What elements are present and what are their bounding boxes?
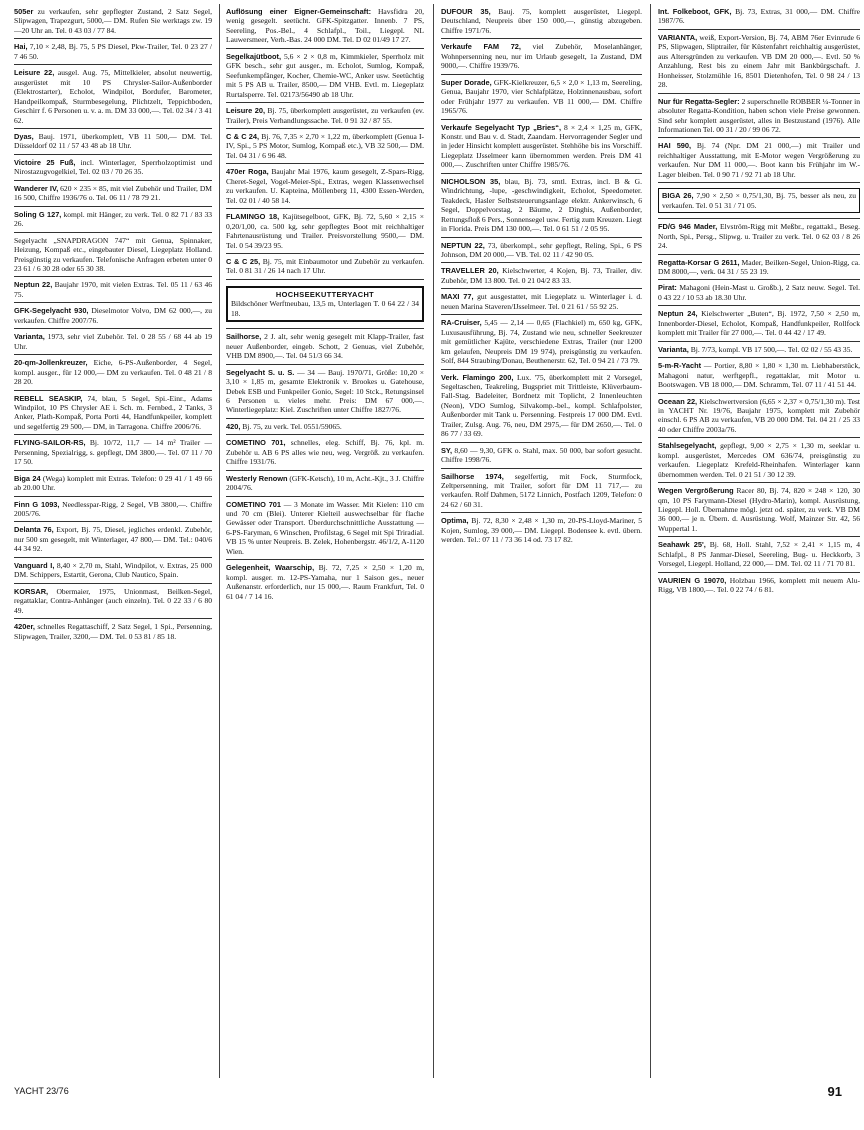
ad-text: incl. Winterlager, Sperrholzoptimist und Nirostazugvogelkiel, Tel. 02 03 / 70 26 35. xyxy=(14,157,212,177)
ad-text: 8,60 — 9,30, GFK o. Stahl, max. 50 000, bar sofort gesucht. Chiffre 1998/76. xyxy=(441,445,642,465)
classified-ad xyxy=(226,103,424,129)
classified-ad xyxy=(14,471,212,497)
ad-headline: Oceaan 22, xyxy=(658,396,698,406)
magazine-issue: YACHT 23/76 xyxy=(14,1086,69,1096)
ad-headline: Biga 24 xyxy=(14,473,41,483)
classified-ad xyxy=(658,573,860,598)
ad-headline: Int. Folkeboot, GFK, xyxy=(658,7,732,16)
classified-ad xyxy=(226,4,424,49)
classified-ad xyxy=(226,365,424,419)
ad-text: blau, Bj. 73, smtl. Extras, incl. B & G. Windrichtung, -lupe, -geschwindigkeit, Echolot, Speedometer. Teakdeck, Hasler Selbststeuerungsanlage elektr. Ankerwinsch, 6 Segel, Doppelvorstag, 2 Bäume, 2 Dinghis, Außenborder, Rettungsfloß 6 Pers., Sonnensegel usw. Fertig zum Kreuzen. Liegt in Florida. Preis DM 130 000,—. Tel. 0 61 51 / 2 05 95. xyxy=(441,176,642,234)
ad-headline: Varianta, xyxy=(658,344,689,354)
ad-text: Mader, Beilken-Segel, Union-Rigg, ca. DM 8000,—, verk. 04 31 / 55 23 19. xyxy=(658,257,860,276)
classified-ad xyxy=(14,233,212,278)
classified-ad xyxy=(226,129,424,164)
ad-text: schnelles, eleg. Schiff, Bj. 76, kpl. m. Zubehör u. AB 6 PS alles wie neu, weg. Vergröß. zu verkaufen. Chiffre 1931/76. xyxy=(226,438,424,467)
ad-headline: Regatta-Korsar G 2611, xyxy=(658,257,740,267)
ad-headline: Leisure 22, xyxy=(14,68,55,78)
classified-ad xyxy=(441,4,642,39)
ad-headline: 20-qm-Jollenkreuzer, xyxy=(14,358,88,368)
ad-headline: Verkaufe FAM 72, xyxy=(441,42,521,52)
column-3 xyxy=(441,4,642,1082)
classified-ad xyxy=(14,155,212,181)
classified-ad xyxy=(658,438,860,483)
ad-text: Bj. 75, zu verk. Tel. 0551/59065. xyxy=(240,421,342,431)
ad-headline: VAURIEN G 19070, xyxy=(658,575,727,585)
ad-text: Obermaier, 1975, Unionmast, Beilken-Segel, regattaklar, Contra-Anhänger (auch einzeln). Tel. 0 22 33 / 6 80 49. xyxy=(14,586,212,615)
ad-text: Segelyacht „SNAPDRAGON 747“ mit Genua, Spinnaker, Heizung, Kompaß etc., eingebauter Diesel, Liegeplatz Holland. Preisgünstig zu verkaufen. Telefonische Anfragen erbeten unter 0 23 61 / 6 30 28 oder 65 30 38. xyxy=(14,235,212,273)
ad-headline: C & C 25, xyxy=(226,256,261,266)
ad-headline: Westerly Renown xyxy=(226,473,288,483)
ad-headline: VARIANTA, xyxy=(658,32,698,42)
classified-ad xyxy=(658,306,860,341)
ad-headline: C & C 24, xyxy=(226,131,260,141)
ad-text: Lux. '75, überkomplett mit 2 Vorsegel, Segeltaschen, Teakreling, Bugspriet mit Trittleiste, Klüverbaum-Fall-Stag. Badeleiter, Bordnetz mit Toplicht, 2 Innenleuchten (Neon), VDO Sumlog, Silvakomp.-bel., kompl. Schlafpolster, Außenborder mit Tank u. Persenning. Festpreis 17 000 DM. Evtl. Trailer, Zulsg. Aug. 76, neu, DM 2975,— für DM 2650,—. Tel. 0 86 77 / 33 69. xyxy=(441,372,642,439)
classified-ad xyxy=(658,280,860,306)
classified-ad xyxy=(658,358,860,393)
classified-ad xyxy=(441,513,642,547)
classified-ad xyxy=(441,315,642,369)
ad-text: Bj. 75, überkomplett ausgerüstet, zu verkaufen (ev. Trailer), Preis Verhandlungssache. Tel. 0 91 32 / 87 55. xyxy=(226,106,424,125)
classified-ad xyxy=(226,497,424,561)
ad-headline: NICHOLSON 35, xyxy=(441,176,501,186)
ad-headline: DUFOUR 35, xyxy=(441,7,491,16)
ad-text: Dieselmotor Volvo, DM 62 000,—, zu verkaufen. Chiffre 2007/76. xyxy=(14,306,212,325)
ad-headline: Auflösung einer Eigner-Gemeinschaft: xyxy=(226,7,372,16)
ad-text: — 34 — Bauj. 1970/71, Größe: 10,20 × 3,10 × 1,85 m, gesamte Elektronik v. Brookes u. Gatehouse, Debek ESB und Funkpeiler Gonio, Segel: 10 Stck., Retungsinsel 6 Personen u. vieles mehr. Preis: DM 67 000,—. Winterliegeplatz: Kiel. Zuschriften unter Chiffre 1827/76. xyxy=(226,367,424,415)
ad-text: gut ausgestattet, mit Liegeplatz u. Winterlager i. d. neuen Marina Staveren/IJsselmeer. Tel. 0 21 61 / 55 92 25. xyxy=(441,292,642,311)
classified-ad xyxy=(658,342,860,358)
ad-headline: Verk. Flamingo 200, xyxy=(441,372,514,382)
ad-text: Kielschwerter „Buten“, Bj. 1972, 7,50 × 2,50 m, Innenborder-Diesel, Echolot, Kompaß, Handfunkpeiler, Rollfock komplett mit Trailer für 27 000,—. Tel. 0 44 42 / 17 49. xyxy=(658,309,860,338)
ad-headline: Neptun 22, xyxy=(14,280,53,290)
ad-headline: Leisure 20, xyxy=(226,106,266,116)
ad-headline: Stahlsegelyacht, xyxy=(658,441,717,451)
boxed-ad xyxy=(658,188,860,213)
ad-text: Bauj. 75, komplett ausgerüstet, Liegepl. Deutschland, Neupreis über 150 000,—, günstig abzugeben. Chiffre 1971/76. xyxy=(441,7,642,35)
classified-ad xyxy=(658,4,860,30)
ad-text: gepflegt, 9,00 × 2,75 × 1,30 m, seeklar u. kompl. ausgerüstet, Mercedes OM 636/74, preisgünstig zu verkaufen. Liegeplatz Krefeld-Rheinhafen. Winterlager kann übernommen werden. Tel. 0 21 51 / 30 12 39. xyxy=(658,441,860,479)
ad-headline: FD/G 946 Mader, xyxy=(658,222,718,232)
ad-headline: TRAVELLER 20, xyxy=(441,266,499,276)
classified-ad xyxy=(226,329,424,364)
classified-ad xyxy=(441,443,642,469)
ad-text: — 3 Monate im Wasser. Mit Kielen: 110 cm und 70 cm (Blei). Unterer Kielteil auswechselbar für flache Gewässer oder Transport. Überdurchschnittliche Ausstattung — 6-PS-Faryman, 6 Winschen, Profilstag, 6 Segel mit Spi Triradial. VB 15 % unter Neupreis. B. Zelek, Hohenbergstr. 46/1/2, A-1120 Wien. xyxy=(226,499,424,556)
ad-text: 74, blau, 5 Segel, Spi.-Einr., Adams Windpilot, 10 PS Chrysler AE i. Sch. m. Fernbed., 2 Tanks, 3 Anker, Plath-Kompaß, Porta Porti 44, Handfunkpeiler, komplett und segelfertig 29 500,— DM, in Tarragona. Chiffre 2006/76. xyxy=(14,393,212,431)
classified-ad xyxy=(226,435,424,470)
ad-headline: 5-m-R-Yacht xyxy=(658,361,702,371)
ad-text: (Wega) komplett mit Extras. Telefon: 0 29 41 / 1 49 66 ab 20.00 Uhr. xyxy=(14,473,212,493)
ad-headline: 420, xyxy=(226,421,241,431)
ad-headline: GFK-Segelyacht 930, xyxy=(14,306,89,316)
ad-text: schnelles Regattaschiff, 2 Satz Segel, 1 Spi., Persenning, Slipwagen, Trailer, 3200,— DM. Tel. 0 53 81 / 85 18. xyxy=(14,622,212,641)
ad-headline: Gelegenheit, Waarschip, xyxy=(226,563,315,573)
classified-ad xyxy=(14,181,212,207)
classified-ad xyxy=(658,394,860,439)
classified-ad xyxy=(441,263,642,289)
classified-ad xyxy=(14,277,212,303)
ad-headline: Finn G 1093, xyxy=(14,499,60,509)
ad-headline: Super Dorade, xyxy=(441,77,492,87)
ad-text: 73, überkompl., sehr gepflegt, Reling, Spi., 6 PS Johnson, DM 20 000,— VB. Tel. 02 11 / 42 90 05. xyxy=(441,240,642,259)
column-rule xyxy=(650,4,651,1078)
ad-text: viel Zubehör, Moselanhänger, Wohnpersenning neu, nur im Urlaub gesegelt, 1a Zustand, DM 9000,—. Chiffre 1939/76. xyxy=(441,42,642,71)
ad-text: Kajütsegelboot, GFK, Bj. 72, 5,60 × 2,15 × 0,20/1,00, ca. 500 kg, sehr gepflegtes Boot mit reichhaltiger Fahrtenausrüstung und Trailer. Preisvorstellung 9500,— DM. Tel. 0 54 39/23 95. xyxy=(226,212,424,250)
ad-text: Kielschwertversion (6,65 × 2,37 × 0,75/1,30 m). Test in YACHT Nr. 19/76, Baujahr 1975, komplett mit Zubehör einschl. 6 PS AB zu verkaufen, VB 20 000 DM. Tel. 04 21 / 25 33 40 oder Chiffre 2003a/76. xyxy=(658,396,860,434)
classified-ad xyxy=(14,4,212,39)
classified-ad xyxy=(14,497,212,523)
column-2 xyxy=(226,4,424,1082)
ad-headline: Sailhorse 1974, xyxy=(441,471,504,481)
ad-headline: Sailhorse, xyxy=(226,332,262,342)
classified-ad xyxy=(14,39,212,65)
ad-text: Baujahr 1970, mit vielen Extras. Tel. 05 11 / 63 46 75. xyxy=(14,280,212,299)
ad-text: Elvström-Rigg mit Meßbr., regattakl., Beseg. North, Spi., Persg., Slipwg. u. Trailer zu verk. Tel. 0 62 03 / 8 26 24. xyxy=(658,222,860,251)
ad-headline: REBELL SEASKIP, xyxy=(14,393,83,403)
ad-headline: Dyas, xyxy=(14,131,34,141)
ad-text: Bj. 72, 7,25 × 2,50 × 1,20 m, kompl. ausger. m. 12-PS-Yamaha, nur 1 Saison ges., neuer Außenanstr. erforderlich, nur 15 000,—. Raum Frankfurt, Tel. 0 61 04 / 7 14 16. xyxy=(226,563,424,601)
ad-text: Racer 80, Bj. 74, 820 × 248 × 120, 30 qm, 10 PS Farymann-Diesel (Hydro-Marin), kompl. Ausrüstung, Liegepl. Holl. Übernahme mögl. jetzt od. später, zu verk. VB DM 36 000,— je n. Übern. d. Ausrüstung. Wolf, Mainzer Str. 42, 56 Wuppertal 1. xyxy=(658,486,860,533)
page-footer xyxy=(14,1086,850,1106)
ad-headline: COMETINO 701, xyxy=(226,438,286,448)
classified-ad xyxy=(14,65,212,129)
ad-headline: 470er Roga, xyxy=(226,167,269,177)
ad-text: Bildschöner Werftneubau, 13,5 m, Unterlagen T. 0 64 22 / 34 18. xyxy=(231,299,419,318)
ad-headline: FLYING-SAILOR-RS, xyxy=(14,438,86,448)
classified-ad xyxy=(226,419,424,435)
classified-ad xyxy=(14,207,212,233)
ad-text: Bauj. 1971, überkomplett, VB 11 500,— DM. Tel. Düsseldorf 02 11 / 57 43 48 ab 18 Uhr. xyxy=(14,131,212,151)
ad-text: Bj. 76, 7,35 × 2,70 × 1,22 m, überkomplett (Genua I-IV, Spi., 5 PS Motor, Sumlog, Kompaß etc.), VB 32 500,— DM. Tel. 04 31 / 6 96 48. xyxy=(226,131,424,160)
ad-headline: Wanderer IV, xyxy=(14,183,59,193)
ad-headline: Neptun 24, xyxy=(658,309,698,319)
classified-ad xyxy=(441,370,642,443)
column-4 xyxy=(658,4,860,1082)
ad-headline: Wegen Vergrößerung xyxy=(658,486,734,496)
ad-headline: KORSAR, xyxy=(14,586,49,596)
classified-ad xyxy=(658,255,860,281)
ad-text: 2 J. alt, sehr wenig gesegelt mit Klapp-Trailer, fast neuer Außenborder, eingeb. Schott, 2 Genuas, viel Zubehör, VHB DM 8900,—. Tel. 04 51/3 66 34. xyxy=(226,332,424,361)
ad-text: 8,40 × 2,70 m, Stahl, Windpilot, v. Extras, 25 000 DM. Schippers, Estartit, Gerona, Club Nautico, Spain. xyxy=(14,560,212,580)
ad-text: zu verkaufen, sehr gepflegter Zustand, 2 Satz Segel, Slipwagen, Trapezgurt, 5000,— DM. Rufen Sie werktags zw. 19—20 Uhr an. Tel. 0 43 03 / 77 84. xyxy=(14,7,212,35)
ad-text: 7,90 × 2,50 × 0,75/1,30, Bj. 75, besser als neu, zu verkaufen. Tel. 0 51 31 / 71 05. xyxy=(662,191,856,210)
page-number: 91 xyxy=(827,1084,842,1099)
classified-ad xyxy=(226,164,424,209)
ad-text: 7,10 × 2,48, Bj. 75, 5 PS Diesel, Pkw-Trailer, Tel. 0 23 27 / 7 46 50. xyxy=(14,42,212,61)
classified-ad xyxy=(226,209,424,254)
classified-ad xyxy=(441,238,642,264)
ad-text: Export, Bj. 75, Diesel, jegliches erdenkl. Zubehör, nur 500 sm gesegelt, mit Winterlager, 47 800,— DM. Tel.: 040/6 44 34 92. xyxy=(14,525,212,554)
ad-headline: RA-Cruiser, xyxy=(441,318,482,328)
column-rule xyxy=(219,4,220,1078)
ad-text: Havsfidra 20, wenig gesegelt. seetücht. GFK-Spitzgatter. Innenb. 7 PS, Seereling, Pos.-Bel., 4 Schlafpl., Toil., Liegepl. NL Lauwersmeer, Verh.-Bas. 24 000 DM. Tel. D 02 01/49 17 27. xyxy=(226,7,424,45)
classified-ad xyxy=(441,174,642,238)
ad-headline: Segelkajütboot, xyxy=(226,51,282,61)
ad-headline: Segelyacht S. u. S. xyxy=(226,367,295,377)
ad-text: Needlesspar-Rigg, 2 Segel, VB 3800,—. Chiffre 2005/76. xyxy=(14,499,212,519)
ad-text: Bj. 74 (Npr. DM 21 000,—) mit Trailer und reichhaltiger Ausstattung, mit E-Motor wegen Vergrößerung zu verkaufen. Nur DM 11 000,—. Boot kann bis Frühjahr im W.-Lager bleiben. Tel. 0 90 71 / 92 71 ab 18 Uhr. xyxy=(658,141,860,179)
classified-ad xyxy=(14,391,212,436)
classified-ad xyxy=(441,120,642,174)
ad-text: Baujahr Mai 1976, kaum gesegelt, Z-Spars-Rigg, Cheret-Segel, Vogel-Meier-Spi., Extras, wegen Klassenwechsel zu verkaufen. U. Kapteina, Möllenberg 11, 4300 Essen-Werden, Tel. 02 01 / 40 58 14. xyxy=(226,167,424,205)
ad-text: Bj. 75, mit Einbaumotor und Zubehör zu verkaufen. Tel. 0 81 31 / 26 14 nach 17 Uhr. xyxy=(226,256,424,276)
classified-ad xyxy=(14,584,212,619)
ad-text: segelfertig, mit Fock, Sturmfock, Zeltpersenning, mit Trailer, sofort für DM 11 717,— zu verkaufen. Rolf Dahmen, 5172 Linnich, Postfach 1209, Telefon: 0 24 62 / 60 31. xyxy=(441,471,642,509)
classified-ad xyxy=(14,329,212,355)
ad-headline: MAXI 77, xyxy=(441,292,474,302)
ad-headline: COMETINO 701 xyxy=(226,499,282,509)
classified-ad xyxy=(14,129,212,155)
column-1 xyxy=(14,4,212,1082)
ad-headline: Varianta, xyxy=(14,332,45,342)
classified-ad xyxy=(441,75,642,120)
classified-ad xyxy=(14,558,212,584)
ad-text: Bj. 10/72, 11,7 — 14 m² Trailer — Persenning, Spezialrigg, s. gepflegt, DM 3800,—. Tel. 07 11 / 70 17 50. xyxy=(14,438,212,467)
ad-text: 5,6 × 2 × 0,8 m, Kimmkieler, Sperrholz mit GFK besch., sehr gut ausger., m. Echolot, Sumlog, Kompaß, Seefunkempfänger, Kocher, Chemie-WC, Anker usw. Seetüchtig mit 5 PS AB u. Trailer, 8500,— DM VHB. Evtl. m. Liegeplatz Rurtalsperre. Tel. 02173/56490 ab 18 Uhr. xyxy=(226,51,424,99)
ad-headline: Soling G 127, xyxy=(14,209,62,219)
boxed-ad xyxy=(226,286,424,322)
ad-text: 620 × 235 × 85, mit viel Zubehör und Trailer, DM 16 500, Chiffre 1936/76 o. Tel. 06 11 / 78 79 21. xyxy=(14,183,212,203)
ad-text: kompl. mit Hänger, zu verk. Tel. 0 82 71 / 83 33 26. xyxy=(14,209,212,229)
ad-text: 1973, sehr viel Zubehör. Tel. 0 28 55 / 68 44 ab 19 Uhr. xyxy=(14,332,212,351)
classified-ad xyxy=(14,355,212,390)
ad-headline: SY, xyxy=(441,445,453,455)
ad-text: Bj. 68, Holl. Stahl, 7,52 × 2,41 × 1,15 m, 4 Schlafpl., 8 PS Janmar-Diesel, Seereling, Bug- u. Heckkorb, 3 Vorsegel, Liegepl. Holland, 22 000,— DM. Tel. 02 11 / 71 70 81. xyxy=(658,540,860,569)
ad-text: Bj. 73, Extras, 31 000,— DM. Chiffre 1987/76. xyxy=(658,7,860,26)
ad-headline: HAI 590, xyxy=(658,141,692,151)
classified-ad xyxy=(226,49,424,103)
classified-ad xyxy=(14,435,212,470)
classified-ad xyxy=(658,483,860,537)
classified-page xyxy=(14,4,860,1084)
classified-ad xyxy=(441,469,642,514)
classified-ad xyxy=(226,560,424,604)
ad-headline: Pirat: xyxy=(658,283,677,293)
ad-text: Bj. 7/73, kompl. VB 17 500,—. Tel. 02 02 / 55 43 35. xyxy=(688,344,853,354)
classified-ad xyxy=(441,39,642,74)
ad-text: — Portier, 8,80 × 1,80 × 1,30 m. Liebhaberstück, Mahagoni natur, werftgepfl., regattaklar, mit Motor u. Bootswagen. VB 18 000,— DM. Schramm, Tel. 07 11 / 41 51 44. xyxy=(658,361,860,390)
ad-headline: Victoire 25 Fuß, xyxy=(14,157,76,167)
ad-headline: Hai, xyxy=(14,42,28,52)
classified-ad xyxy=(658,94,860,139)
classified-ad xyxy=(14,522,212,557)
classified-ad xyxy=(226,254,424,280)
ad-text: Holzbau 1966, komplett mit neuem Alu-Rigg, VB 1800,—. Tel. 0 22 74 / 6 81. xyxy=(658,575,860,595)
ad-headline: Nur für Regatta-Segler: xyxy=(658,96,740,106)
ad-text: Eiche, 6-PS-Außenborder, 4 Segel, kompl. ausger., für 12 000,— DM zu verkaufen. Tel. 0 48 21 / 8 28 20. xyxy=(14,358,212,387)
ad-headline: FLAMINGO 18, xyxy=(226,212,280,222)
ad-text: Mahagoni (Hein-Mast u. Großb.), 2 Satz neuw. Segel. Tel. 0 43 22 / 10 53 ab 18.30 Uhr. xyxy=(658,283,860,302)
column-rule xyxy=(433,4,434,1078)
ad-text: Kielschwerter, 4 Kojen, Bj. 73, Trailer, div. Zubehör, DM 13 800. Tel. 0 21 04/2 83 33. xyxy=(441,266,642,285)
ad-headline: Verkaufe Segelyacht Typ „Bries“, xyxy=(441,122,561,132)
classified-ad xyxy=(658,537,860,572)
classified-ad xyxy=(441,289,642,315)
ad-headline: Seahawk 25', xyxy=(658,540,706,550)
ad-headline: BIGA 26, xyxy=(662,191,694,201)
ad-headline: HOCHSEEKUTTERYACHT xyxy=(275,289,375,299)
ad-text: Bj. 72, 8,30 × 2,48 × 1,30 m, 20-PS-Lloyd-Mariner, 5 Kojen, Sumlog, 39 000,— DM. Liegepl. Bodensee k. evtl. übern. werden. Tel.: 07 11 / 73 36 14 od. 73 17 82. xyxy=(441,516,642,545)
ad-text: weiß, Export-Version, Bj. 74, ABM 76er Evinrude 6 PS, Slipwagen, Sliptrailer, für Küstenfahrt reichhaltig ausgerüstet, aus Altersgründen zu verkaufen. VB DM 20 000,—. Evtl. 50 % Anzahlung, Rest bis zu einem Jahr mit Bankbürgschaft. J. Honheisser, Stolzmühle 16, 8501 Dietenhofen, Tel. 0 98 24 / 13 28. xyxy=(658,32,860,90)
ad-text: 2 superschnelle ROBBER ¼-Tonner in absoluter Regatta-Kondition, haben schon viele Preise gewonnen. Sind sehr komplett ausgerüstet, alles in Bestzustand (1976). Alle Informationen Tel. 00 31 / 20 / 99 06 72. xyxy=(658,96,860,134)
ad-headline: Delanta 76, xyxy=(14,525,54,535)
classified-ad xyxy=(658,138,860,183)
classified-ad xyxy=(658,30,860,94)
classified-ad xyxy=(14,303,212,329)
classified-ad xyxy=(226,471,424,497)
ad-headline: Optima, xyxy=(441,516,469,526)
classified-ad xyxy=(226,280,424,329)
ad-headline: NEPTUN 22, xyxy=(441,240,485,250)
classified-ad xyxy=(658,219,860,254)
ad-text: 5,45 — 2,14 — 0,65 (Flachkiel) m, 650 kg, GFK, Luxusausführung, Bj. 74, Zustand wie neu, schneller Seekreuzer mit gemütlicher Kajüte, verschiedene Extras, Trailer (nur 1200 km gelaufen, Neupreis DM 19 974), preisgünstig zu verkaufen. Solf, 844 Straubing/Donau, Beuthenerstr. 62, Tel. 0 94 21 / 73 79. xyxy=(441,318,642,366)
classified-ad xyxy=(14,619,212,644)
classified-ad xyxy=(658,183,860,219)
ad-text: (GFK-Ketsch), 10 m, Acht.-Kjt., 3 J. Chiffre 2004/76. xyxy=(226,473,424,493)
ad-text: GFK-Kielkreuzer, 6,5 × 2,0 × 1,13 m, Seereling, Genua, Baujahr 1970, vier Schlafplätze, Holzinnenausbau, sofort oder Frühjahr 1977 zu verkaufen. VB 11 000,— DM. Chiffre 1965/76. xyxy=(441,77,642,116)
ad-text: ausgel. Aug. 75, Mittelkieler, absolut neuwertig, ausgerüstet mit 10 PS Chrysler-Sailor-Außenborder (Elektrostarter), Echolot, Windpilot, Bordufer, Barometer, Handpeilkompaß, Sturmbesegelung, Plichtzelt, Teppichboden, Geschirr f. 6 Personen u. v. a. m. DM 33 000,—. Tel. 02 34 / 3 41 62. xyxy=(14,68,212,125)
ad-text: 8 × 2,4 × 1,25 m, GFK, Konstr. und Bau v. d. Stadt, Zaandam. Hervorragender Segler und in jeder Hinsicht komplett ausgerüstet. Stehhöhe bis ins Vorschiff. Liegeplatz IJsselmeer kann übernommen werden. Preis DM 41 000,—. Zuschriften unter Chiffre 1985/76. xyxy=(441,122,642,170)
ad-headline: 505er xyxy=(14,7,34,16)
ad-headline: Vanguard I, xyxy=(14,560,55,570)
ad-headline: 420er, xyxy=(14,622,35,632)
